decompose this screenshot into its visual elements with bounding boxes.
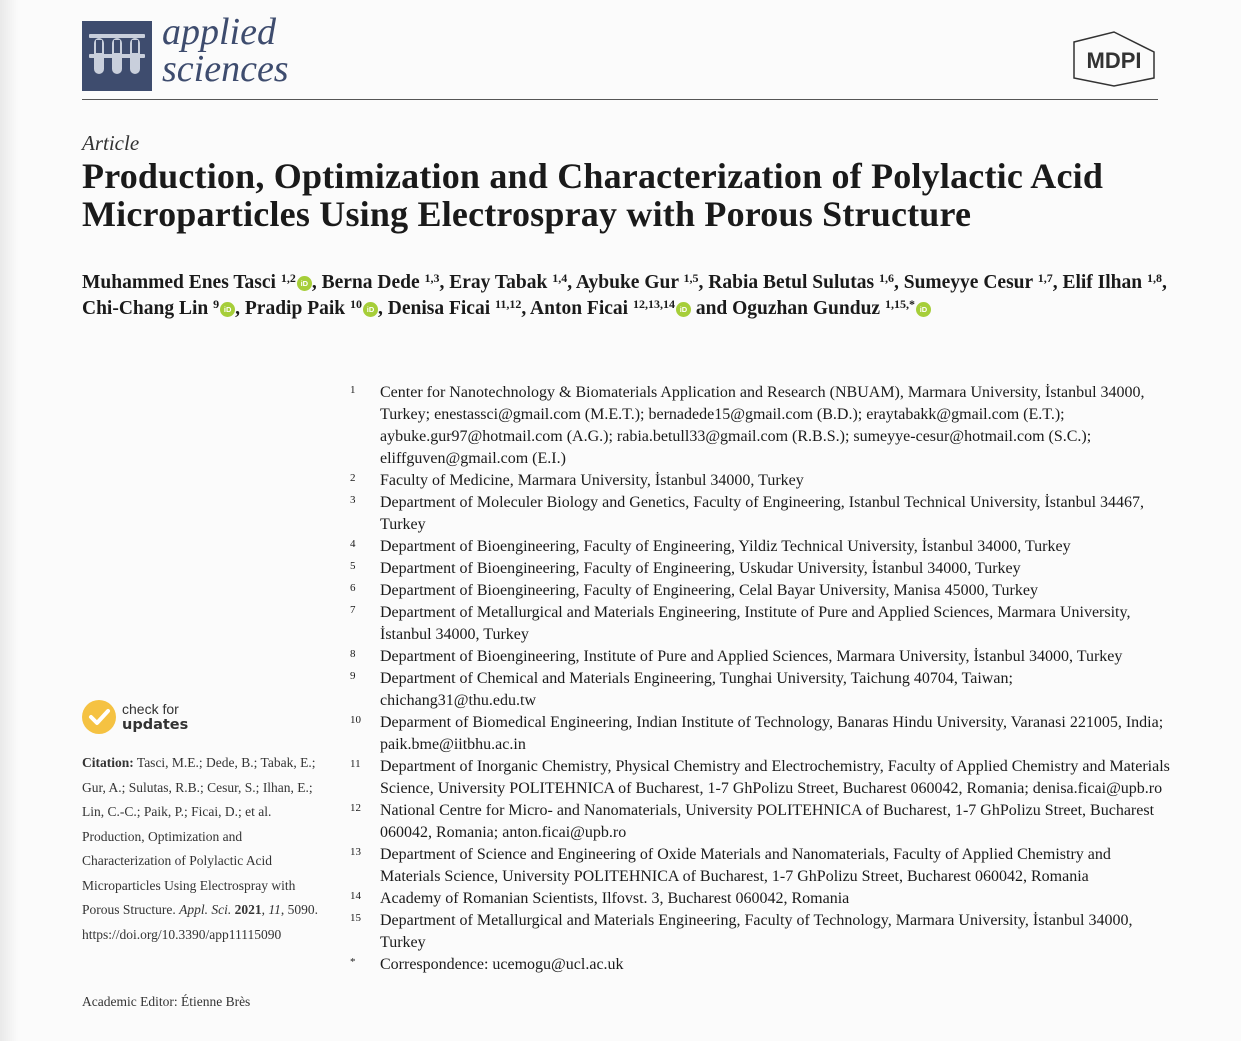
affiliation-list (350, 382, 1170, 976)
author-name[interactable]: Pradip Paik (244, 298, 346, 319)
affiliation-number: 15 (350, 912, 361, 924)
author-affiliation-ref: 1,4 (552, 271, 568, 285)
author-affiliation-ref: 1,6 (878, 271, 894, 285)
affiliation-text: Department of Bioengineering, Faculty of Engineering, Yildiz Technical University, İstanbul 34000, Turkey (380, 538, 1071, 555)
affiliation-text: Center for Nanotechnology & Biomaterials Application and Research (NBUAM), Marmara University, İstanbul 34000, Turkey; enestassci@gmail.com (M.E.T.); bernadede15@gmail.com (B.D.); eraytabakk@gmail.com (E.T.); aybuke.gur97@hotmail.com (A.G.); rabia.betull33@gmail.com (R.B.S.); sumeyye-cesur@hotmail.com (S.C.); eliffguven@gmail.com (E.I.) (380, 384, 1145, 467)
check-for-updates-button[interactable] (82, 700, 222, 736)
author-separator: , (378, 298, 388, 319)
author-affiliation-ref: 1,15,* (884, 297, 915, 311)
affiliation-item (350, 558, 1170, 580)
author-separator: , (1161, 272, 1167, 293)
affiliation-text: Department of Bioengineering, Faculty of Engineering, Uskudar University, İstanbul 34000, Turkey (380, 560, 1021, 577)
affiliation-text: Department of Moleculer Biology and Genetics, Faculty of Engineering, Istanbul Technical University, İstanbul 34467, Turkey (380, 494, 1145, 533)
author-separator: , (521, 298, 531, 319)
author-name[interactable]: Eray Tabak (449, 272, 548, 293)
journal-name-line1: applied (162, 11, 276, 53)
test-tubes-icon (82, 21, 152, 91)
affiliation-text: Correspondence: ucemogu@ucl.ac.uk (380, 956, 624, 973)
affiliation-text: Department of Science and Engineering of Oxide Materials and Nanomaterials, Faculty of Applied Chemistry and Materials Science, University POLITEHNICA of Bucharest, 1-7 GhPolizu Street, Bucharest 060042, Romania (380, 846, 1111, 885)
affiliation-text: Department of Metallurgical and Materials Engineering, Institute of Pure and Applied Sciences, Marmara University, İstanbul 34000, Turkey (380, 604, 1131, 643)
author-affiliation-ref: 9 (213, 297, 220, 311)
affiliation-text: National Centre for Micro- and Nanomaterials, University POLITEHNICA of Bucharest, 1-7 GhPolizu Street, Bucharest 060042, Romania; anton.ficai@upb.ro (380, 802, 1155, 841)
affiliation-text: Department of Metallurgical and Materials Engineering, Faculty of Technology, Marmara University, İstanbul 34000, Turkey (380, 912, 1133, 951)
author-separator: , (439, 272, 450, 293)
check-line1: check for (122, 701, 179, 717)
page-edge (0, 0, 18, 1041)
affiliation-number: 7 (350, 604, 356, 616)
affiliation-item (350, 888, 1170, 910)
author-name[interactable]: Elif Ilhan (1062, 272, 1143, 293)
affiliation-number: 8 (350, 648, 356, 660)
mdpi-logo (1070, 30, 1158, 88)
author-name[interactable]: Denisa Ficai (387, 298, 491, 319)
author-separator: , (567, 272, 576, 293)
affiliation-number: 5 (350, 560, 356, 572)
citation-year: 2021 (234, 902, 262, 917)
affiliation-number: 1 (350, 384, 356, 396)
affiliation-item (350, 844, 1170, 888)
affiliation-number: 11 (350, 758, 361, 770)
author-name[interactable]: Berna Dede (321, 272, 420, 293)
author-name[interactable]: Chi-Chang Lin (82, 298, 209, 319)
orcid-icon[interactable]: iD (220, 302, 235, 317)
affiliation-item (350, 712, 1170, 756)
affiliation-item (350, 580, 1170, 602)
affiliation-item (350, 470, 1170, 492)
author-separator: , (893, 272, 904, 293)
affiliation-item (350, 954, 1170, 976)
citation-text: Tasci, M.E.; Dede, B.; Tabak, E.; Gur, A.; Sulutas, R.B.; Cesur, S.; Ilhan, E.; Lin, C.-C.; Paik, P.; Ficai, D.; et al. Production, Optimization and Characterization of Polylactic Acid Microparticles Using Electrospray with Porous Structure. (82, 755, 316, 917)
academic-editor: Academic Editor: Étienne Brès (82, 994, 251, 1009)
affiliation-item (350, 646, 1170, 668)
author-name[interactable]: Muhammed Enes Tasci (82, 272, 276, 293)
author-affiliation-ref: 10 (350, 297, 362, 311)
orcid-icon[interactable]: iD (363, 302, 378, 317)
affiliation-item (350, 492, 1170, 536)
author-name[interactable]: and Oguzhan Gunduz (695, 298, 881, 319)
author-name[interactable]: Aybuke Gur (575, 272, 679, 293)
affiliation-text: Faculty of Medicine, Marmara University, İstanbul 34000, Turkey (380, 472, 804, 489)
affiliation-text: Department of Bioengineering, Faculty of Engineering, Celal Bayar University, Manisa 45000, Turkey (380, 582, 1038, 599)
author-separator: , (235, 298, 245, 319)
affiliation-text: Academy of Romanian Scientists, Ilfovst. 3, Bucharest 060042, Romania (380, 890, 850, 907)
author-affiliation-ref: 1,3 (424, 271, 440, 285)
journal-name-line2: sciences (162, 48, 289, 90)
author-name[interactable]: Sumeyye Cesur (903, 272, 1033, 293)
affiliation-number: 10 (350, 714, 361, 726)
header-divider (82, 99, 1158, 100)
author-affiliation-ref: 12,13,14 (632, 297, 675, 311)
article-title: Production, Optimization and Characterization of Polylactic Acid Microparticles Using Electrospray with Porous Structure (82, 156, 1104, 234)
affiliation-text: Department of Bioengineering, Institute of Pure and Applied Sciences, Marmara University, İstanbul 34000, Turkey (380, 648, 1123, 665)
citation-label: Citation: (82, 755, 134, 770)
affiliation-item (350, 756, 1170, 800)
author-affiliation-ref: 1,7 (1037, 271, 1053, 285)
article-type: Article (82, 131, 140, 155)
affiliation-number: 14 (350, 890, 361, 902)
orcid-icon[interactable]: iD (297, 276, 312, 291)
author-name[interactable]: Rabia Betul Sulutas (708, 272, 875, 293)
affiliation-number: * (350, 956, 356, 968)
affiliation-number: 4 (350, 538, 356, 550)
author-affiliation-ref: 1,5 (683, 271, 699, 285)
affiliation-item (350, 800, 1170, 844)
citation-journal: Appl. Sci. (179, 902, 232, 917)
affiliation-item (350, 602, 1170, 646)
citation-volume: 11 (268, 902, 281, 917)
journal-name (162, 11, 289, 90)
author-separator: , (311, 272, 322, 293)
affiliation-number: 13 (350, 846, 361, 858)
author-separator: , (698, 272, 709, 293)
author-separator: , (1052, 272, 1063, 293)
affiliation-number: 3 (350, 494, 356, 506)
citation-block: Citation: Tasci, M.E.; Dede, B.; Tabak, E.; Gur, A.; Sulutas, R.B.; Cesur, S.; Ilhan, E.; Lin, C.-C.; Paik, P.; Ficai, D.; et al. Production, Optimization and Characterization of Polylactic Acid Microparticles Using Electrospray with Porous Structure. Appl. Sci. 2021, 11, 5090. https://doi.org/10.3390/app11115090 (82, 755, 318, 942)
orcid-icon[interactable]: iD (676, 302, 691, 317)
orcid-icon[interactable]: iD (916, 302, 931, 317)
affiliation-item (350, 536, 1170, 558)
affiliation-text: Deparment of Biomedical Engineering, Indian Institute of Technology, Banaras Hindu University, Varanasi 221005, India; paik.bme@iitbhu.ac.in (380, 714, 1164, 753)
affiliation-number: 6 (350, 582, 356, 594)
author-affiliation-ref: 11,12 (495, 297, 522, 311)
author-name[interactable]: Anton Ficai (530, 298, 629, 319)
affiliation-item (350, 382, 1170, 470)
checkmark-icon (82, 700, 116, 734)
author-list (82, 270, 1172, 322)
affiliation-item (350, 668, 1170, 712)
svg-text:MDPI: MDPI (1086, 48, 1142, 73)
author-affiliation-ref: 1,8 (1146, 271, 1162, 285)
affiliation-text: Department of Inorganic Chemistry, Physical Chemistry and Electrochemistry, Faculty of Applied Chemistry and Materials Science, University POLITEHNICA of Bucharest, 1-7 GhPolizu Street, Bucharest 060042, Romania; denisa.ficai@upb.ro (380, 758, 1170, 797)
affiliation-text: Department of Chemical and Materials Engineering, Tunghai University, Taichung 40704, Taiwan; chichang31@thu.edu.tw (380, 670, 1013, 709)
affiliation-number: 9 (350, 670, 356, 682)
check-line2: updates (122, 717, 189, 733)
check-for-updates-label (122, 702, 188, 733)
affiliation-item (350, 910, 1170, 954)
affiliation-number: 12 (350, 802, 361, 814)
author-affiliation-ref: 1,2 (280, 271, 296, 285)
citation-doi[interactable]: , 5090. https://doi.org/10.3390/app11115090 (82, 902, 318, 942)
affiliation-number: 2 (350, 472, 356, 484)
